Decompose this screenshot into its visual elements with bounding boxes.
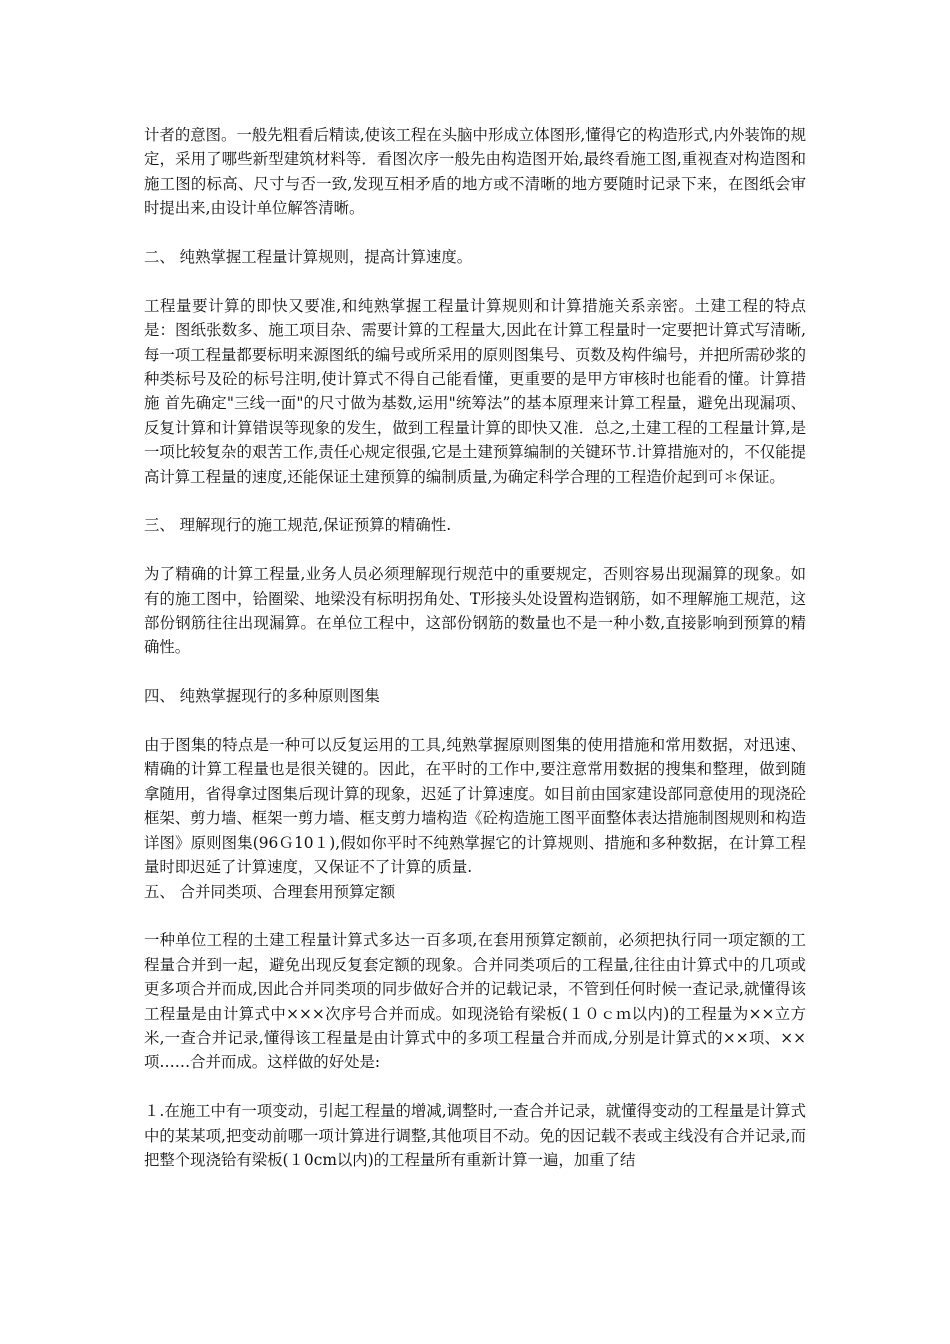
paragraph-section-2: 工程量要计算的即快又要准,和纯熟掌握工程量计算规则和计算措施关系亲密。土建工程的特点是：图纸张数多、施工项目杂、需要计算的工程量大,因此在计算工程量时一定要把计算式写清晰,每一项工程量都要标明来源图纸的编号或所采用的原则图集号、页数及构件编号，并把所需砂浆的种类标号及砼的标号注明,使计算式不得自己能看懂，更重要的是甲方审核时也能看的懂。计算措施 首先确定"三线一面"的尺寸做为基数,运用"统筹法”的基本原理来计算工程量，避免出现漏项、反复计算和计算错误等现象的发生，做到工程量计算的即快又准．总之,土建工程的工程量计算,是一项比较复杂的艰苦工作,责任心规定很强,它是土建预算编制的关键环节.计算措施对的，不仅能提高计算工程量的速度,还能保证土建预算的编制质量,为确定科学合理的工程造价起到可＊保证。 [144,296,806,486]
paragraph-gap [144,221,806,245]
paragraph-gap [144,538,806,562]
section-heading-2: 二、 纯熟掌握工程量计算规则，提高计算速度。 [144,248,473,267]
paragraph-gap [144,660,806,684]
paragraph-item-1: １.在施工中有一项变动，引起工程量的增减,调整时,一查合并记录，就懂得变动的工程量是计算式中的某某项,把变动前哪一项计算进行调整,其他项目不动。免的因记载不表或主线没有合并记录,而把整个现浇铪有梁板(１0cm以内)的工程量所有重新计算一遍，加重了结 [144,1102,806,1169]
paragraph-gap [144,709,806,733]
paragraph-section-5: 一种单位工程的土建工程量计算式多达一百多项,在套用预算定额前，必须把执行同一项定额的工程量合并到一起，避免出现反复套定额的现象。合并同类项后的工程量,往往由计算式中的几项或更多项合并而成,因此合并同类项的同步做好合并的记载记录，不管到任何时候一查记录,就懂得该工程量是由计算式中×××次序号合并而成。如现浇铪有梁板(１０ｃｍ以内)的工程量为××立方米,一查合并记录,懂得该工程量是由计算式中的多项工程量合并而成,分别是计算式的××项、××项……合并而成。这样做的好处是: [144,931,806,1072]
paragraph-gap [144,489,806,513]
section-heading-4: 四、 纯熟掌握现行的多种原则图集 [144,687,380,706]
section-heading-5: 五、 合并同类项、合理套用预算定额 [144,882,396,901]
paragraph-gap [144,904,806,928]
paragraph-gap [144,269,806,293]
paragraph-section-4: 由于图集的特点是一种可以反复运用的工具,纯熟掌握原则图集的使用措施和常用数据，对迅速、精确的计算工程量也是很关键的。因此，在平时的工作中,要注意常用数据的搜集和整理，做到随拿随用，省得拿过图集后现计算的现象，迟延了计算速度。如目前由国家建设部同意使用的现浇砼框架、剪力墙、框架一剪力墙、框支剪力墙构造《砼构造施工图平面整体表达措施制图规则和构造详图》原则图集(96Ｇ10１),假如你平时不纯熟掌握它的计算规则、措施和多种数据，在计算工程量时即迟延了计算速度，又保证不了计算的质量. [144,736,806,877]
section-heading-3: 三、 理解现行的施工规范,保证预算的精确性. [144,516,452,535]
document-body [144,123,806,1172]
paragraph-section-3: 为了精确的计算工程量,业务人员必须理解现行规范中的重要规定，否则容易出现漏算的现象。如有的施工图中，铪圈梁、地梁没有标明拐角处、T形接头处设置构造钢筋，如不理解施工规范，这部份钢筋往往出现漏算。在单位工程中，这部份钢筋的数量也不是一种小数,直接影响到预算的精确性。 [144,565,806,657]
paragraph-gap [144,1075,806,1099]
paragraph-intro: 计者的意图。一般先粗看后精读,使该工程在头脑中形成立体图形,懂得它的构造形式,内外装饰的规定，采用了哪些新型建筑材料等．看图次序一般先由构造图开始,最终看施工图,重视查对构造图和施工图的标高、尺寸与否一致,发现互相矛盾的地方或不清晰的地方要随时记录下来，在图纸会审时提出来,由设计单位解答清晰。 [144,126,806,218]
